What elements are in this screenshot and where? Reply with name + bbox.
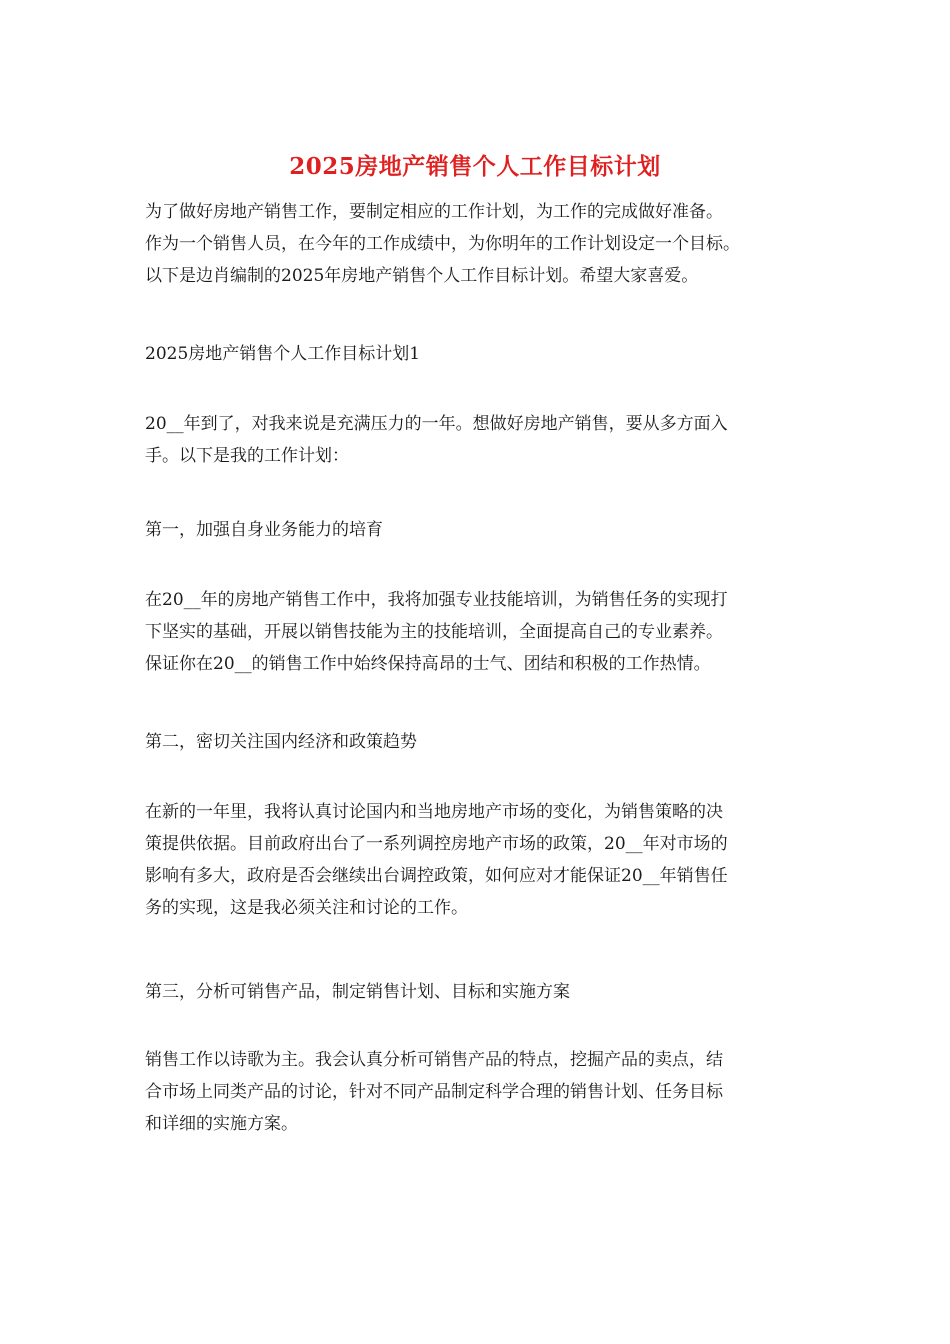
heading-1 (145, 514, 810, 546)
section-subtitle (145, 338, 810, 370)
paragraph-line: 销售工作以诗歌为主。我会认真分析可销售产品的特点，挖掘产品的卖点，结 (145, 1050, 723, 1070)
paragraph-line: 20__年到了，对我来说是充满压力的一年。想做好房地产销售，要从多方面入 (145, 414, 728, 434)
paragraph-3 (145, 796, 810, 924)
intro-paragraph (145, 196, 810, 292)
subtitle-line: 2025房地产销售个人工作目标计划1 (145, 344, 421, 364)
paragraph-line: 下坚实的基础，开展以销售技能为主的技能培训，全面提高自己的专业素养。 (145, 622, 723, 642)
paragraph-line: 手。以下是我的工作计划： (145, 446, 349, 466)
heading-line: 第三，分析可销售产品，制定销售计划、目标和实施方案 (145, 982, 570, 1002)
document-title: 2025房地产销售个人工作目标计划 (289, 153, 661, 180)
paragraph-line: 合市场上同类产品的讨论，针对不同产品制定科学合理的销售计划、任务目标 (145, 1082, 723, 1102)
intro-line: 为了做好房地产销售工作，要制定相应的工作计划，为工作的完成做好准备。 (145, 202, 723, 222)
paragraph-line: 和详细的实施方案。 (145, 1114, 298, 1134)
paragraph-line: 保证你在20__的销售工作中始终保持高昂的士气、团结和积极的工作热情。 (145, 654, 711, 674)
paragraph-2 (145, 584, 810, 680)
heading-line: 第二，密切关注国内经济和政策趋势 (145, 732, 417, 752)
paragraph-1 (145, 408, 810, 472)
heading-line: 第一，加强自身业务能力的培育 (145, 520, 383, 540)
paragraph-line: 策提供依据。目前政府出台了一系列调控房地产市场的政策，20__年对市场的 (145, 834, 728, 854)
paragraph-line: 影响有多大，政府是否会继续出台调控政策，如何应对才能保证20__年销售任 (145, 866, 728, 886)
heading-3 (145, 976, 810, 1008)
heading-2 (145, 726, 810, 758)
paragraph-4 (145, 1044, 810, 1140)
paragraph-line: 在20__年的房地产销售工作中，我将加强专业技能培训，为销售任务的实现打 (145, 590, 728, 610)
paragraph-line: 在新的一年里，我将认真讨论国内和当地房地产市场的变化，为销售策略的决 (145, 802, 723, 822)
paragraph-line: 务的实现，这是我必须关注和讨论的工作。 (145, 898, 468, 918)
intro-line: 以下是边肖编制的2025年房地产销售个人工作目标计划。希望大家喜爱。 (145, 266, 699, 286)
intro-line: 作为一个销售人员，在今年的工作成绩中，为你明年的工作计划设定一个目标。 (145, 234, 740, 254)
